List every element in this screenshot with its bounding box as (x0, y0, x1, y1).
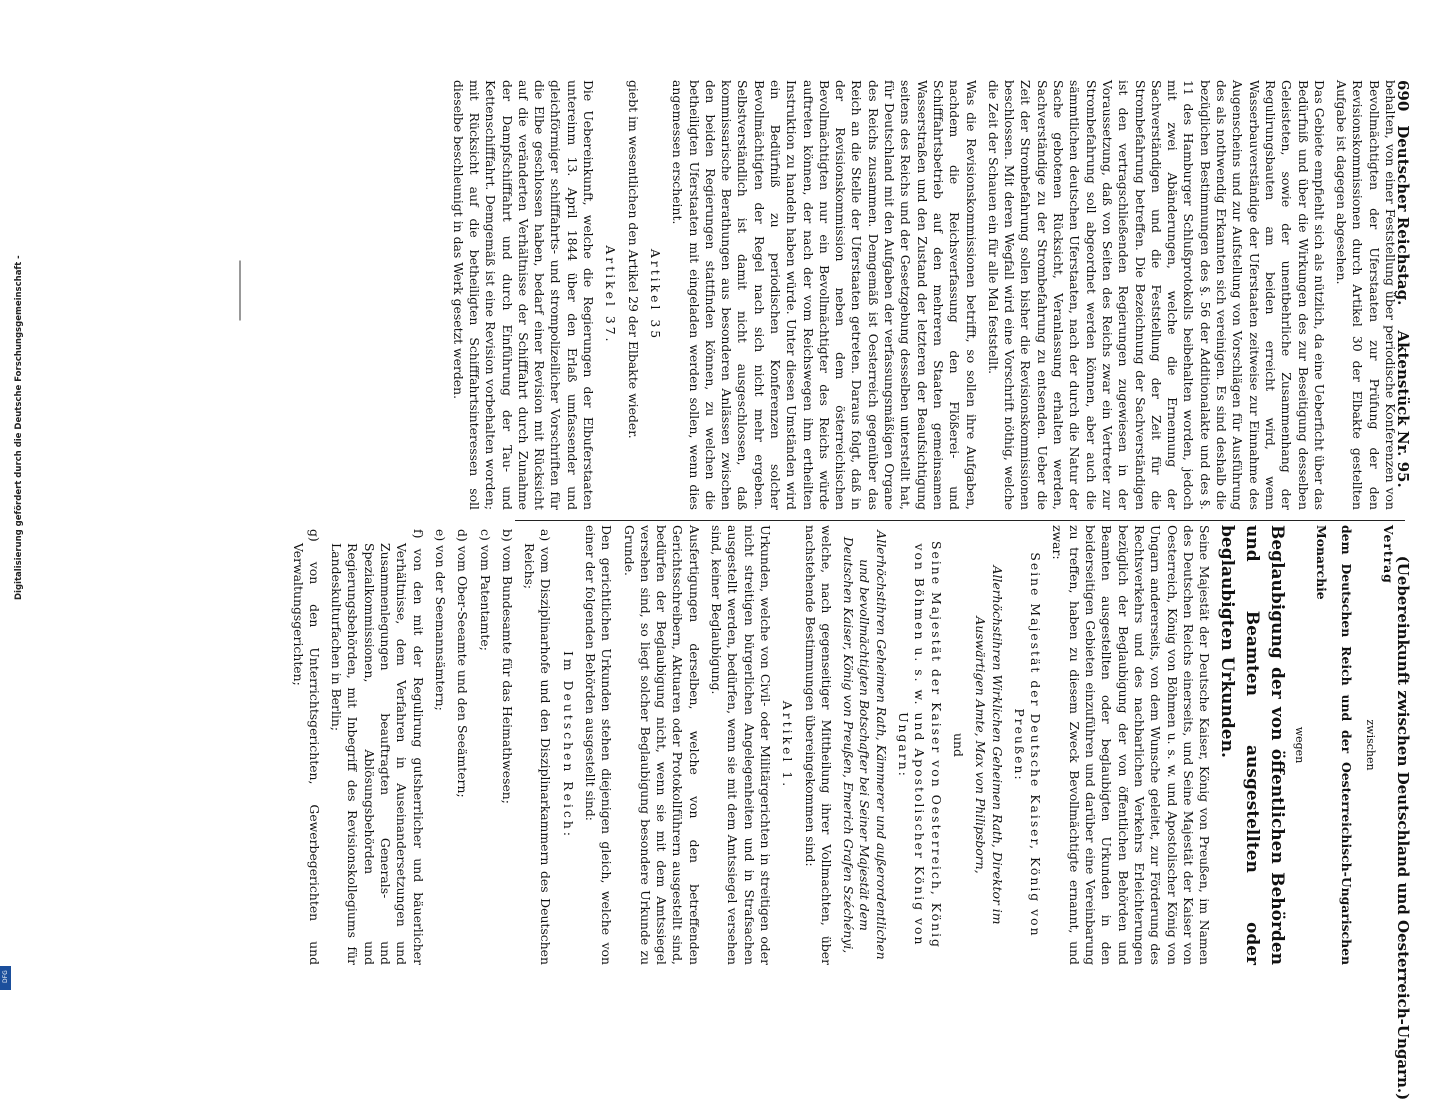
list-item: d) vom Ober-Seeamte und den Seeämtern; (455, 529, 471, 798)
party-1-detail: Allerhöchstihren Wirklichen Geheimen Rath, Direktor im Auswärtigen Amte, Max von Philipsborn, (973, 565, 1005, 925)
list-item: a) vom Disziplinarhofe und den Disziplinarkammern des Deutschen Reichs; (522, 529, 554, 965)
title-zwischen: zwischen (1363, 719, 1377, 771)
party-2-after: welche, nach gegenseitiger Mittheilung ihrer Vollmachten, über nachstehende Bestimmungen übereingekommen sind: (802, 525, 834, 965)
list-item: g) von den Unterrichtsgerichten, Gewerbegerichten und Verwaltungsgerichten; (290, 529, 322, 965)
treaty-title: Vertrag (1381, 525, 1396, 584)
bottom-column (283, 525, 1398, 965)
article-35-heading: Artikel 35 (647, 248, 663, 342)
article-1-heading: Artikel 1. (780, 700, 796, 790)
intro-paragraph: Seine Majestät der Deutsche Kaiser, König von Preußen, im Namen des Deutschen Reichs einerseits, und Seine Majestät der Kaiser von Oesterreich, König von Böhmen u. s. w. und Apostolischer König von Ungarn andererseits, von dem Wunsche geleitet, zur Förderung des Rechtsverkehrs und des nachbarlichen Verkehrs Erleichterungen bezüglich der Beglaubigung der von öffentlichen Behörden und Beamten ausgestellten oder beglaubigten Urkunden in den beiderseitigen Gebieten einzuführen und darüber eine Vereinbarung zu treffen, haben zu diesem Zweck Bevollmächtigte ernannt, und zwar: (1050, 525, 1213, 965)
column-divider (515, 520, 1405, 521)
article-1-paragraph: Ausfertigungen derselben, welche von den betreffenden Gerichtsschreibern, Aktuaren oder Protokollführern ausgestellt sind, bedürfen der Beglaubigung nicht, wenn sie mit dem Amtssiegel versehen sind, so liegt solcher Beglaubigung besondere Urkunde zu Grunde. (621, 525, 702, 965)
reich-heading: Im Deutschen Reich: (560, 650, 576, 840)
article-35-text: giebt im wesentlichen den Artikel 29 der Elbakte wieder. (625, 80, 641, 439)
party-2-detail: Allerhöchstihren Geheimen Rath, Kämmerer und außerordentlichen und bevollmächtigten Botschafter bei Seiner Majestät dem Deutschen Kaiser, König von Preußen, Emerich Grafen Széchényi, (841, 530, 889, 960)
paragraph: behalten, von einer Feststellung über periodische Konferenzen von Bevollmächtigten der Uferstaaten zur Prüfung der den Revisionskommissionen durch Artikel 30 der Elbakte gestellten Aufgabe ist dagegen abgesehen. (1334, 80, 1398, 510)
treaty-subject-title: Beglaubigung der von öffentlichen Behörden und Beamten ausgestellten oder beglaubigten Urkunden. (1217, 525, 1288, 965)
list-item: f) von den mit der Regulirung gutsherrlicher und bäuerlicher Verhältnisse, dem Verfahren in Auseinandersetzungen und Zusammenlegungen beauftragten Generals- und Spezialkommissionen, Ablösungsbehörden und Regierungsbehörden, mit Inbegriff des Revisionskollegiums für Landeskulturfachen in Berlin; (329, 529, 426, 965)
header-topic: (Uebereinkunft zwischen Deutschland und Oesterreich-Ungarn.) (1394, 555, 1412, 1100)
paragraph: Was die Revisionskommissionen betrifft, so sollen ihre Aufgaben, nachdem die Reichsverfassung den Flößerei- und Schifffahrtsbetrieb auf den mehreren Staaten gemeinsamen Wasserstraßen und den Zustand der letzteren der Beaufsichtigung seitens des Reichs und der Gesetzgebung desselben unterstellt hat, für Deutschland mit den Aufgaben der verfassungsmäßigen Organe des Reichs zusammen. Demgemäß ist Oesterreich gegenüber das Reich an die Stelle der Uferstaaten getreten. Daraus folgt, daß in der Revisionskommission neben dem österreichischen Bevollmächtigten nur ein Bevollmächtigter des Reichs würde auftreten können, der nach der vom Reichswegen ihm ertheilten Instruktion zu handeln haben würde. Unter diesen Umständen wird ein Bedürfniß zu periodischen Konferenzen solcher Bevollmächtigten der Regel nach sich nicht mehr ergeben. Selbstverständlich ist damit nicht ausgeschlossen, daß kommissarische Berathungen aus besonderen Anlässen zwischen den beiden Regierungen stattfinden können, zu welchen die betheiligten Uferstaaten mit eingeladen werden sollen, wenn dies angemessen erscheint. (670, 80, 979, 510)
section-rule (240, 261, 241, 321)
paragraph: Das Gebiete empfiehlt sich als nützlich, da eine Ueberficht über das Bedürfniß und über die Wirkungen des zur Beseitigung desselben Geleisteten, sowie der unentbehrliche Zusammenhang der Regulirungsbauten am beiden erreicht wird, wenn Wasserbauverständige der Uferstaaten zeitweise zur Einnahme des Augenscheins und zur Aufstellung von Vorschlägen für Ausführung des als nothwendig Erkannten sich vereinigen. Es sind deshalb die bezüglichen Bestimmungen des §. 56 der Additionalakte und des §. 11 des Hamburger Schlußprotokolls beibehalten worden, jedoch mit zwei Abänderungen, welche die Ernennung der Sachverständigen und die Feststellung der Zeit für die Strombefahrung betreffen. Die Bezeichnung der Sachverständigen ist den vertragschließenden Regierungen zugewiesen in der Voraussetzung, daß von Seiten des Reichs zwar ein Vertreter zur Strombefahrung soll abgeordnet werden können, aber auch die sämmtlichen deutschen Uferstaaten, nach der durch die Natur der Sache gebotenen Rücksicht, Veranlassung erhalten werden, Sachverständige zu der Strombefahrung zu entsenden. Ueber die Zeit der Strombefahrung sollen bisher die Revisionskommissionen beschlossen. Mit deren Wegfall wird eine Vorschrift nöthig, welche die Zeit der Schauen ein für alle Mal feststellt. (985, 80, 1327, 510)
article-37-heading: Artikel 37. (603, 245, 619, 345)
party-2: Seine Majestät der Kaiser von Oesterreich, König von Böhmen u. s. w. und Apostolischer König von Ungarn: (896, 541, 944, 949)
page-number: 690 (1394, 80, 1412, 112)
list-item: e) von der Seemannsämtern; (432, 529, 448, 711)
title-wegen: wegen (1293, 726, 1307, 764)
party-1: Seine Majestät der Deutsche Kaiser, König von Preußen: (1011, 552, 1044, 938)
digitization-credit (14, 200, 24, 600)
and-text: und (950, 733, 966, 757)
article-1-paragraph: Urkunden, welche von Civil- oder Militärgerichten in streitigen oder nicht streitigen bürgerlichen Angelegenheiten und in Strafsachen ausgestellt werden, bedürfen, wenn sie mit dem Amtssiegel versehen sind, keiner Beglaubigung. (709, 525, 773, 965)
logo-text: DFG (2, 970, 9, 983)
credit-text: Digitalisierung gefördert durch die Deutsche Forschungsgemeinschaft - (14, 255, 24, 600)
list-item: c) vom Patentamte; (477, 529, 493, 651)
dfg-logo-icon (0, 966, 11, 990)
article-37-text: Die Uebereinkunft, welche die Regierungen der Elbuferstaaten untereinm 13. April 1844 über den Erlaß umfassender und gleichförmiger schifffahrts- und strompolizeilicher Vorschriften für die Elbe geschlossen haben, bedarf einer Revision mit Rücksicht auf die veränderten Verhältnisse der Schifffahrt durch Zunahme der Dampfschifffahrt und durch Einführung der Tau- und Kettenschifffahrt. Demgemäß ist eine Revision vorbehalten worden; mit Rücksicht auf die betheiligten Schifffahrtsinteressen soll dieselbe beschleunigt in das Werk gesetzt werden. (450, 80, 597, 510)
article-1-paragraph: Den gerichtlichen Urkunden stehen diejenigen gleich, welche von einer der folgenden Behörden ausgestellt sind: (583, 525, 615, 965)
header-source: Deutscher Reichstag. (1394, 125, 1412, 306)
top-column (443, 80, 1398, 510)
treaty-parties-title: dem Deutschen Reich und der Oesterreichisch-Ungarischen Monarchie (1314, 525, 1355, 965)
header-document: Aktenstück Nr. 95. (1394, 330, 1412, 488)
list-item: b) vom Bundesamte für das Heimathwesen; (499, 529, 515, 804)
